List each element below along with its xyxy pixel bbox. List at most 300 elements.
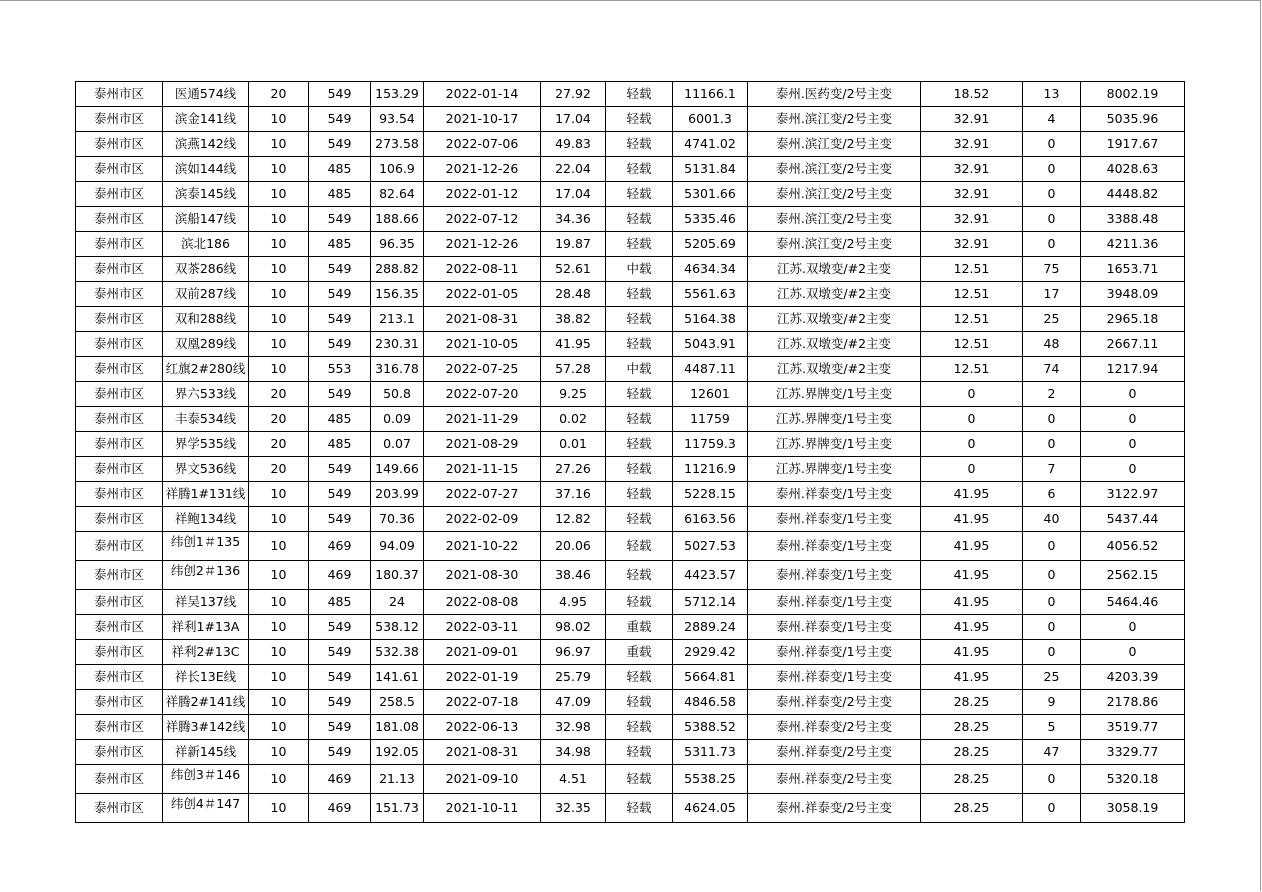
available-capacity-cell: 4028.63 — [1081, 157, 1185, 182]
date-cell: 2022-07-18 — [424, 690, 541, 715]
load-status-cell: 轻载 — [606, 207, 673, 232]
table-row — [76, 561, 1185, 590]
voltage-cell: 10 — [249, 257, 309, 282]
count-cell: 0 — [1023, 640, 1081, 665]
transformer-cell: 江苏.界牌变/1号主变 — [748, 382, 921, 407]
margin-cell: 4846.58 — [673, 690, 748, 715]
available-capacity-cell: 1653.71 — [1081, 257, 1185, 282]
line-name-cell: 祥利1#13A — [163, 615, 249, 640]
available-capacity-cell: 3058.19 — [1081, 794, 1185, 823]
transformer-cell: 江苏.双墩变/#2主变 — [748, 257, 921, 282]
transformer-cell: 江苏.界牌变/1号主变 — [748, 432, 921, 457]
load-status-cell: 轻载 — [606, 690, 673, 715]
voltage-cell: 10 — [249, 532, 309, 561]
current-cell: 316.78 — [371, 357, 424, 382]
region-cell: 泰州市区 — [76, 432, 163, 457]
load-rate-cell: 9.25 — [541, 382, 606, 407]
margin-cell: 5335.46 — [673, 207, 748, 232]
date-cell: 2021-12-26 — [424, 232, 541, 257]
capacity-cell: 549 — [309, 132, 371, 157]
transformer-load-cell: 28.25 — [921, 690, 1023, 715]
count-cell: 0 — [1023, 561, 1081, 590]
load-status-cell: 轻载 — [606, 382, 673, 407]
load-rate-cell: 98.02 — [541, 615, 606, 640]
current-cell: 0.07 — [371, 432, 424, 457]
load-status-cell: 轻载 — [606, 157, 673, 182]
load-status-cell: 轻载 — [606, 82, 673, 107]
current-cell: 181.08 — [371, 715, 424, 740]
transformer-cell: 泰州.祥泰变/1号主变 — [748, 561, 921, 590]
voltage-cell: 10 — [249, 590, 309, 615]
margin-cell: 5712.14 — [673, 590, 748, 615]
transformer-cell: 泰州.祥泰变/2号主变 — [748, 765, 921, 794]
load-rate-cell: 57.28 — [541, 357, 606, 382]
load-status-cell: 轻载 — [606, 282, 673, 307]
load-status-cell: 轻载 — [606, 232, 673, 257]
region-cell: 泰州市区 — [76, 332, 163, 357]
current-cell: 93.54 — [371, 107, 424, 132]
count-cell: 0 — [1023, 765, 1081, 794]
count-cell: 2 — [1023, 382, 1081, 407]
available-capacity-cell: 0 — [1081, 640, 1185, 665]
count-cell: 47 — [1023, 740, 1081, 765]
count-cell: 13 — [1023, 82, 1081, 107]
load-status-cell: 中载 — [606, 257, 673, 282]
load-rate-cell: 47.09 — [541, 690, 606, 715]
load-status-cell: 轻载 — [606, 307, 673, 332]
region-cell: 泰州市区 — [76, 82, 163, 107]
margin-cell: 2929.42 — [673, 640, 748, 665]
margin-cell: 11759.3 — [673, 432, 748, 457]
date-cell: 2022-07-27 — [424, 482, 541, 507]
date-cell: 2021-09-01 — [424, 640, 541, 665]
available-capacity-cell: 3122.97 — [1081, 482, 1185, 507]
load-status-cell: 轻载 — [606, 532, 673, 561]
count-cell: 75 — [1023, 257, 1081, 282]
load-status-cell: 轻载 — [606, 794, 673, 823]
date-cell: 2021-08-30 — [424, 561, 541, 590]
load-status-cell: 重载 — [606, 640, 673, 665]
load-rate-cell: 0.02 — [541, 407, 606, 432]
load-status-cell: 轻载 — [606, 507, 673, 532]
region-cell: 泰州市区 — [76, 665, 163, 690]
load-rate-cell: 34.36 — [541, 207, 606, 232]
available-capacity-cell: 3329.77 — [1081, 740, 1185, 765]
table-row — [76, 107, 1185, 132]
margin-cell: 5027.53 — [673, 532, 748, 561]
table-row — [76, 482, 1185, 507]
table-row — [76, 407, 1185, 432]
line-name-cell: 医通574线 — [163, 82, 249, 107]
transformer-load-cell: 41.95 — [921, 507, 1023, 532]
transformer-cell: 泰州.医药变/2号主变 — [748, 82, 921, 107]
transformer-cell: 泰州.祥泰变/2号主变 — [748, 715, 921, 740]
current-cell: 96.35 — [371, 232, 424, 257]
available-capacity-cell: 2178.86 — [1081, 690, 1185, 715]
available-capacity-cell: 4203.39 — [1081, 665, 1185, 690]
available-capacity-cell: 5464.46 — [1081, 590, 1185, 615]
margin-cell: 5301.66 — [673, 182, 748, 207]
voltage-cell: 10 — [249, 765, 309, 794]
line-name-cell: 祥新145线 — [163, 740, 249, 765]
voltage-cell: 10 — [249, 482, 309, 507]
transformer-load-cell: 0 — [921, 382, 1023, 407]
region-cell: 泰州市区 — [76, 561, 163, 590]
transformer-load-cell: 28.25 — [921, 794, 1023, 823]
region-cell: 泰州市区 — [76, 182, 163, 207]
load-status-cell: 轻载 — [606, 561, 673, 590]
voltage-cell: 10 — [249, 232, 309, 257]
table-row — [76, 232, 1185, 257]
voltage-cell: 10 — [249, 157, 309, 182]
count-cell: 17 — [1023, 282, 1081, 307]
current-cell: 153.29 — [371, 82, 424, 107]
available-capacity-cell: 5437.44 — [1081, 507, 1185, 532]
table-row — [76, 182, 1185, 207]
region-cell: 泰州市区 — [76, 794, 163, 823]
transformer-cell: 泰州.祥泰变/2号主变 — [748, 690, 921, 715]
capacity-cell: 485 — [309, 232, 371, 257]
current-cell: 538.12 — [371, 615, 424, 640]
table-row — [76, 640, 1185, 665]
available-capacity-cell: 0 — [1081, 457, 1185, 482]
load-rate-cell: 41.95 — [541, 332, 606, 357]
count-cell: 6 — [1023, 482, 1081, 507]
date-cell: 2021-10-22 — [424, 532, 541, 561]
available-capacity-cell: 0 — [1081, 382, 1185, 407]
load-status-cell: 轻载 — [606, 765, 673, 794]
capacity-cell: 549 — [309, 257, 371, 282]
region-cell: 泰州市区 — [76, 357, 163, 382]
load-rate-cell: 19.87 — [541, 232, 606, 257]
transformer-load-cell: 28.25 — [921, 740, 1023, 765]
voltage-cell: 10 — [249, 794, 309, 823]
table-row — [76, 82, 1185, 107]
available-capacity-cell: 4056.52 — [1081, 532, 1185, 561]
count-cell: 48 — [1023, 332, 1081, 357]
capacity-cell: 549 — [309, 107, 371, 132]
load-status-cell: 轻载 — [606, 132, 673, 157]
margin-cell: 5164.38 — [673, 307, 748, 332]
line-name-cell: 滨如144线 — [163, 157, 249, 182]
transformer-cell: 江苏.双墩变/#2主变 — [748, 357, 921, 382]
voltage-cell: 10 — [249, 665, 309, 690]
voltage-cell: 10 — [249, 615, 309, 640]
region-cell: 泰州市区 — [76, 307, 163, 332]
line-name-cell: 滨泰145线 — [163, 182, 249, 207]
line-name-cell: 双前287线 — [163, 282, 249, 307]
date-cell: 2022-07-06 — [424, 132, 541, 157]
line-name-cell: 纬创3＃146 — [163, 765, 249, 794]
margin-cell: 4741.02 — [673, 132, 748, 157]
line-name-cell: 界六533线 — [163, 382, 249, 407]
date-cell: 2021-10-17 — [424, 107, 541, 132]
table-row — [76, 157, 1185, 182]
margin-cell: 6001.3 — [673, 107, 748, 132]
transformer-cell: 江苏.双墩变/#2主变 — [748, 282, 921, 307]
table-row — [76, 615, 1185, 640]
current-cell: 50.8 — [371, 382, 424, 407]
table-row — [76, 507, 1185, 532]
margin-cell: 4487.11 — [673, 357, 748, 382]
line-name-cell: 滨北186 — [163, 232, 249, 257]
date-cell: 2021-11-15 — [424, 457, 541, 482]
margin-cell: 11166.1 — [673, 82, 748, 107]
load-rate-cell: 0.01 — [541, 432, 606, 457]
line-name-cell: 纬创1＃135 — [163, 532, 249, 561]
line-name-cell: 祥腾2#141线 — [163, 690, 249, 715]
load-status-cell: 轻载 — [606, 590, 673, 615]
current-cell: 180.37 — [371, 561, 424, 590]
transformer-cell: 泰州.祥泰变/1号主变 — [748, 590, 921, 615]
load-status-cell: 轻载 — [606, 107, 673, 132]
region-cell: 泰州市区 — [76, 132, 163, 157]
margin-cell: 4423.57 — [673, 561, 748, 590]
current-cell: 230.31 — [371, 332, 424, 357]
line-name-cell: 祥腾1#131线 — [163, 482, 249, 507]
voltage-cell: 10 — [249, 282, 309, 307]
transformer-load-cell: 28.25 — [921, 715, 1023, 740]
count-cell: 0 — [1023, 590, 1081, 615]
capacity-cell: 485 — [309, 590, 371, 615]
line-name-cell: 祥吴137线 — [163, 590, 249, 615]
voltage-cell: 10 — [249, 740, 309, 765]
available-capacity-cell: 4448.82 — [1081, 182, 1185, 207]
transformer-load-cell: 41.95 — [921, 640, 1023, 665]
margin-cell: 11759 — [673, 407, 748, 432]
region-cell: 泰州市区 — [76, 615, 163, 640]
date-cell: 2021-11-29 — [424, 407, 541, 432]
load-rate-cell: 17.04 — [541, 107, 606, 132]
capacity-cell: 469 — [309, 765, 371, 794]
capacity-cell: 549 — [309, 332, 371, 357]
capacity-cell: 469 — [309, 532, 371, 561]
region-cell: 泰州市区 — [76, 407, 163, 432]
line-name-cell: 滨船147线 — [163, 207, 249, 232]
load-rate-cell: 27.26 — [541, 457, 606, 482]
available-capacity-cell: 0 — [1081, 615, 1185, 640]
voltage-cell: 10 — [249, 715, 309, 740]
line-name-cell: 双茶286线 — [163, 257, 249, 282]
region-cell: 泰州市区 — [76, 690, 163, 715]
transformer-load-cell: 0 — [921, 407, 1023, 432]
current-cell: 94.09 — [371, 532, 424, 561]
capacity-cell: 549 — [309, 82, 371, 107]
voltage-cell: 10 — [249, 507, 309, 532]
margin-cell: 5228.15 — [673, 482, 748, 507]
capacity-cell: 549 — [309, 482, 371, 507]
count-cell: 0 — [1023, 207, 1081, 232]
table-row — [76, 715, 1185, 740]
transformer-load-cell: 32.91 — [921, 182, 1023, 207]
transformer-cell: 泰州.滨江变/2号主变 — [748, 232, 921, 257]
count-cell: 0 — [1023, 794, 1081, 823]
line-name-cell: 祥腾3#142线 — [163, 715, 249, 740]
line-name-cell: 红旗2#280线 — [163, 357, 249, 382]
count-cell: 0 — [1023, 132, 1081, 157]
available-capacity-cell: 0 — [1081, 432, 1185, 457]
table-row — [76, 382, 1185, 407]
line-name-cell: 界文536线 — [163, 457, 249, 482]
current-cell: 21.13 — [371, 765, 424, 794]
table-row — [76, 257, 1185, 282]
table-row — [76, 357, 1185, 382]
count-cell: 0 — [1023, 157, 1081, 182]
table-row — [76, 207, 1185, 232]
region-cell: 泰州市区 — [76, 640, 163, 665]
voltage-cell: 20 — [249, 432, 309, 457]
current-cell: 203.99 — [371, 482, 424, 507]
transformer-cell: 江苏.界牌变/1号主变 — [748, 457, 921, 482]
count-cell: 25 — [1023, 307, 1081, 332]
transformer-load-cell: 32.91 — [921, 132, 1023, 157]
load-rate-cell: 4.95 — [541, 590, 606, 615]
voltage-cell: 10 — [249, 357, 309, 382]
load-rate-cell: 12.82 — [541, 507, 606, 532]
date-cell: 2022-01-12 — [424, 182, 541, 207]
load-rate-cell: 28.48 — [541, 282, 606, 307]
current-cell: 106.9 — [371, 157, 424, 182]
voltage-cell: 10 — [249, 332, 309, 357]
region-cell: 泰州市区 — [76, 282, 163, 307]
region-cell: 泰州市区 — [76, 740, 163, 765]
load-status-cell: 轻载 — [606, 182, 673, 207]
capacity-cell: 549 — [309, 640, 371, 665]
load-rate-cell: 49.83 — [541, 132, 606, 157]
table-row — [76, 332, 1185, 357]
current-cell: 273.58 — [371, 132, 424, 157]
region-cell: 泰州市区 — [76, 382, 163, 407]
margin-cell: 5538.25 — [673, 765, 748, 794]
capacity-cell: 549 — [309, 457, 371, 482]
voltage-cell: 10 — [249, 690, 309, 715]
load-rate-cell: 25.79 — [541, 665, 606, 690]
line-name-cell: 双和288线 — [163, 307, 249, 332]
capacity-cell: 553 — [309, 357, 371, 382]
load-status-cell: 轻载 — [606, 457, 673, 482]
transformer-cell: 泰州.祥泰变/1号主变 — [748, 615, 921, 640]
capacity-cell: 549 — [309, 740, 371, 765]
transformer-cell: 泰州.祥泰变/1号主变 — [748, 665, 921, 690]
transformer-load-cell: 18.52 — [921, 82, 1023, 107]
date-cell: 2022-01-19 — [424, 665, 541, 690]
capacity-cell: 549 — [309, 690, 371, 715]
count-cell: 7 — [1023, 457, 1081, 482]
margin-cell: 5388.52 — [673, 715, 748, 740]
transformer-cell: 泰州.滨江变/2号主变 — [748, 132, 921, 157]
transformer-load-cell: 41.95 — [921, 665, 1023, 690]
capacity-cell: 469 — [309, 561, 371, 590]
current-cell: 258.5 — [371, 690, 424, 715]
voltage-cell: 10 — [249, 207, 309, 232]
voltage-cell: 20 — [249, 407, 309, 432]
current-cell: 0.09 — [371, 407, 424, 432]
count-cell: 0 — [1023, 407, 1081, 432]
count-cell: 0 — [1023, 532, 1081, 561]
current-cell: 213.1 — [371, 307, 424, 332]
available-capacity-cell: 3948.09 — [1081, 282, 1185, 307]
available-capacity-cell: 3519.77 — [1081, 715, 1185, 740]
table-row — [76, 590, 1185, 615]
transformer-load-cell: 32.91 — [921, 107, 1023, 132]
voltage-cell: 10 — [249, 640, 309, 665]
current-cell: 149.66 — [371, 457, 424, 482]
transformer-load-cell: 12.51 — [921, 357, 1023, 382]
available-capacity-cell: 2562.15 — [1081, 561, 1185, 590]
current-cell: 82.64 — [371, 182, 424, 207]
date-cell: 2022-03-11 — [424, 615, 541, 640]
count-cell: 74 — [1023, 357, 1081, 382]
margin-cell: 5561.63 — [673, 282, 748, 307]
date-cell: 2022-07-20 — [424, 382, 541, 407]
transformer-load-cell: 12.51 — [921, 307, 1023, 332]
table-row — [76, 457, 1185, 482]
current-cell: 532.38 — [371, 640, 424, 665]
date-cell: 2021-12-26 — [424, 157, 541, 182]
transformer-load-cell: 12.51 — [921, 257, 1023, 282]
capacity-cell: 485 — [309, 182, 371, 207]
capacity-cell: 549 — [309, 615, 371, 640]
capacity-cell: 549 — [309, 307, 371, 332]
table-row — [76, 690, 1185, 715]
feeder-load-table — [75, 81, 1185, 823]
date-cell: 2022-02-09 — [424, 507, 541, 532]
line-name-cell: 界学535线 — [163, 432, 249, 457]
voltage-cell: 10 — [249, 307, 309, 332]
date-cell: 2021-10-11 — [424, 794, 541, 823]
current-cell: 24 — [371, 590, 424, 615]
transformer-cell: 泰州.祥泰变/1号主变 — [748, 640, 921, 665]
table-row — [76, 794, 1185, 823]
line-name-cell: 祥长13E线 — [163, 665, 249, 690]
current-cell: 192.05 — [371, 740, 424, 765]
line-name-cell: 祥鲍134线 — [163, 507, 249, 532]
line-name-cell: 祥利2#13C — [163, 640, 249, 665]
transformer-cell: 泰州.祥泰变/2号主变 — [748, 794, 921, 823]
available-capacity-cell: 1917.67 — [1081, 132, 1185, 157]
table-row — [76, 307, 1185, 332]
table-row — [76, 282, 1185, 307]
date-cell: 2022-07-25 — [424, 357, 541, 382]
load-rate-cell: 32.35 — [541, 794, 606, 823]
table-row — [76, 132, 1185, 157]
region-cell: 泰州市区 — [76, 482, 163, 507]
transformer-load-cell: 28.25 — [921, 765, 1023, 794]
date-cell: 2021-08-31 — [424, 740, 541, 765]
load-status-cell: 轻载 — [606, 407, 673, 432]
available-capacity-cell: 4211.36 — [1081, 232, 1185, 257]
margin-cell: 5131.84 — [673, 157, 748, 182]
capacity-cell: 549 — [309, 282, 371, 307]
current-cell: 288.82 — [371, 257, 424, 282]
transformer-load-cell: 0 — [921, 457, 1023, 482]
region-cell: 泰州市区 — [76, 590, 163, 615]
count-cell: 25 — [1023, 665, 1081, 690]
region-cell: 泰州市区 — [76, 715, 163, 740]
transformer-load-cell: 41.95 — [921, 532, 1023, 561]
region-cell: 泰州市区 — [76, 507, 163, 532]
transformer-load-cell: 32.91 — [921, 207, 1023, 232]
margin-cell: 5043.91 — [673, 332, 748, 357]
load-status-cell: 轻载 — [606, 740, 673, 765]
line-name-cell: 双凰289线 — [163, 332, 249, 357]
load-rate-cell: 17.04 — [541, 182, 606, 207]
capacity-cell: 549 — [309, 382, 371, 407]
voltage-cell: 20 — [249, 382, 309, 407]
transformer-load-cell: 41.95 — [921, 590, 1023, 615]
available-capacity-cell: 2965.18 — [1081, 307, 1185, 332]
load-status-cell: 重载 — [606, 615, 673, 640]
